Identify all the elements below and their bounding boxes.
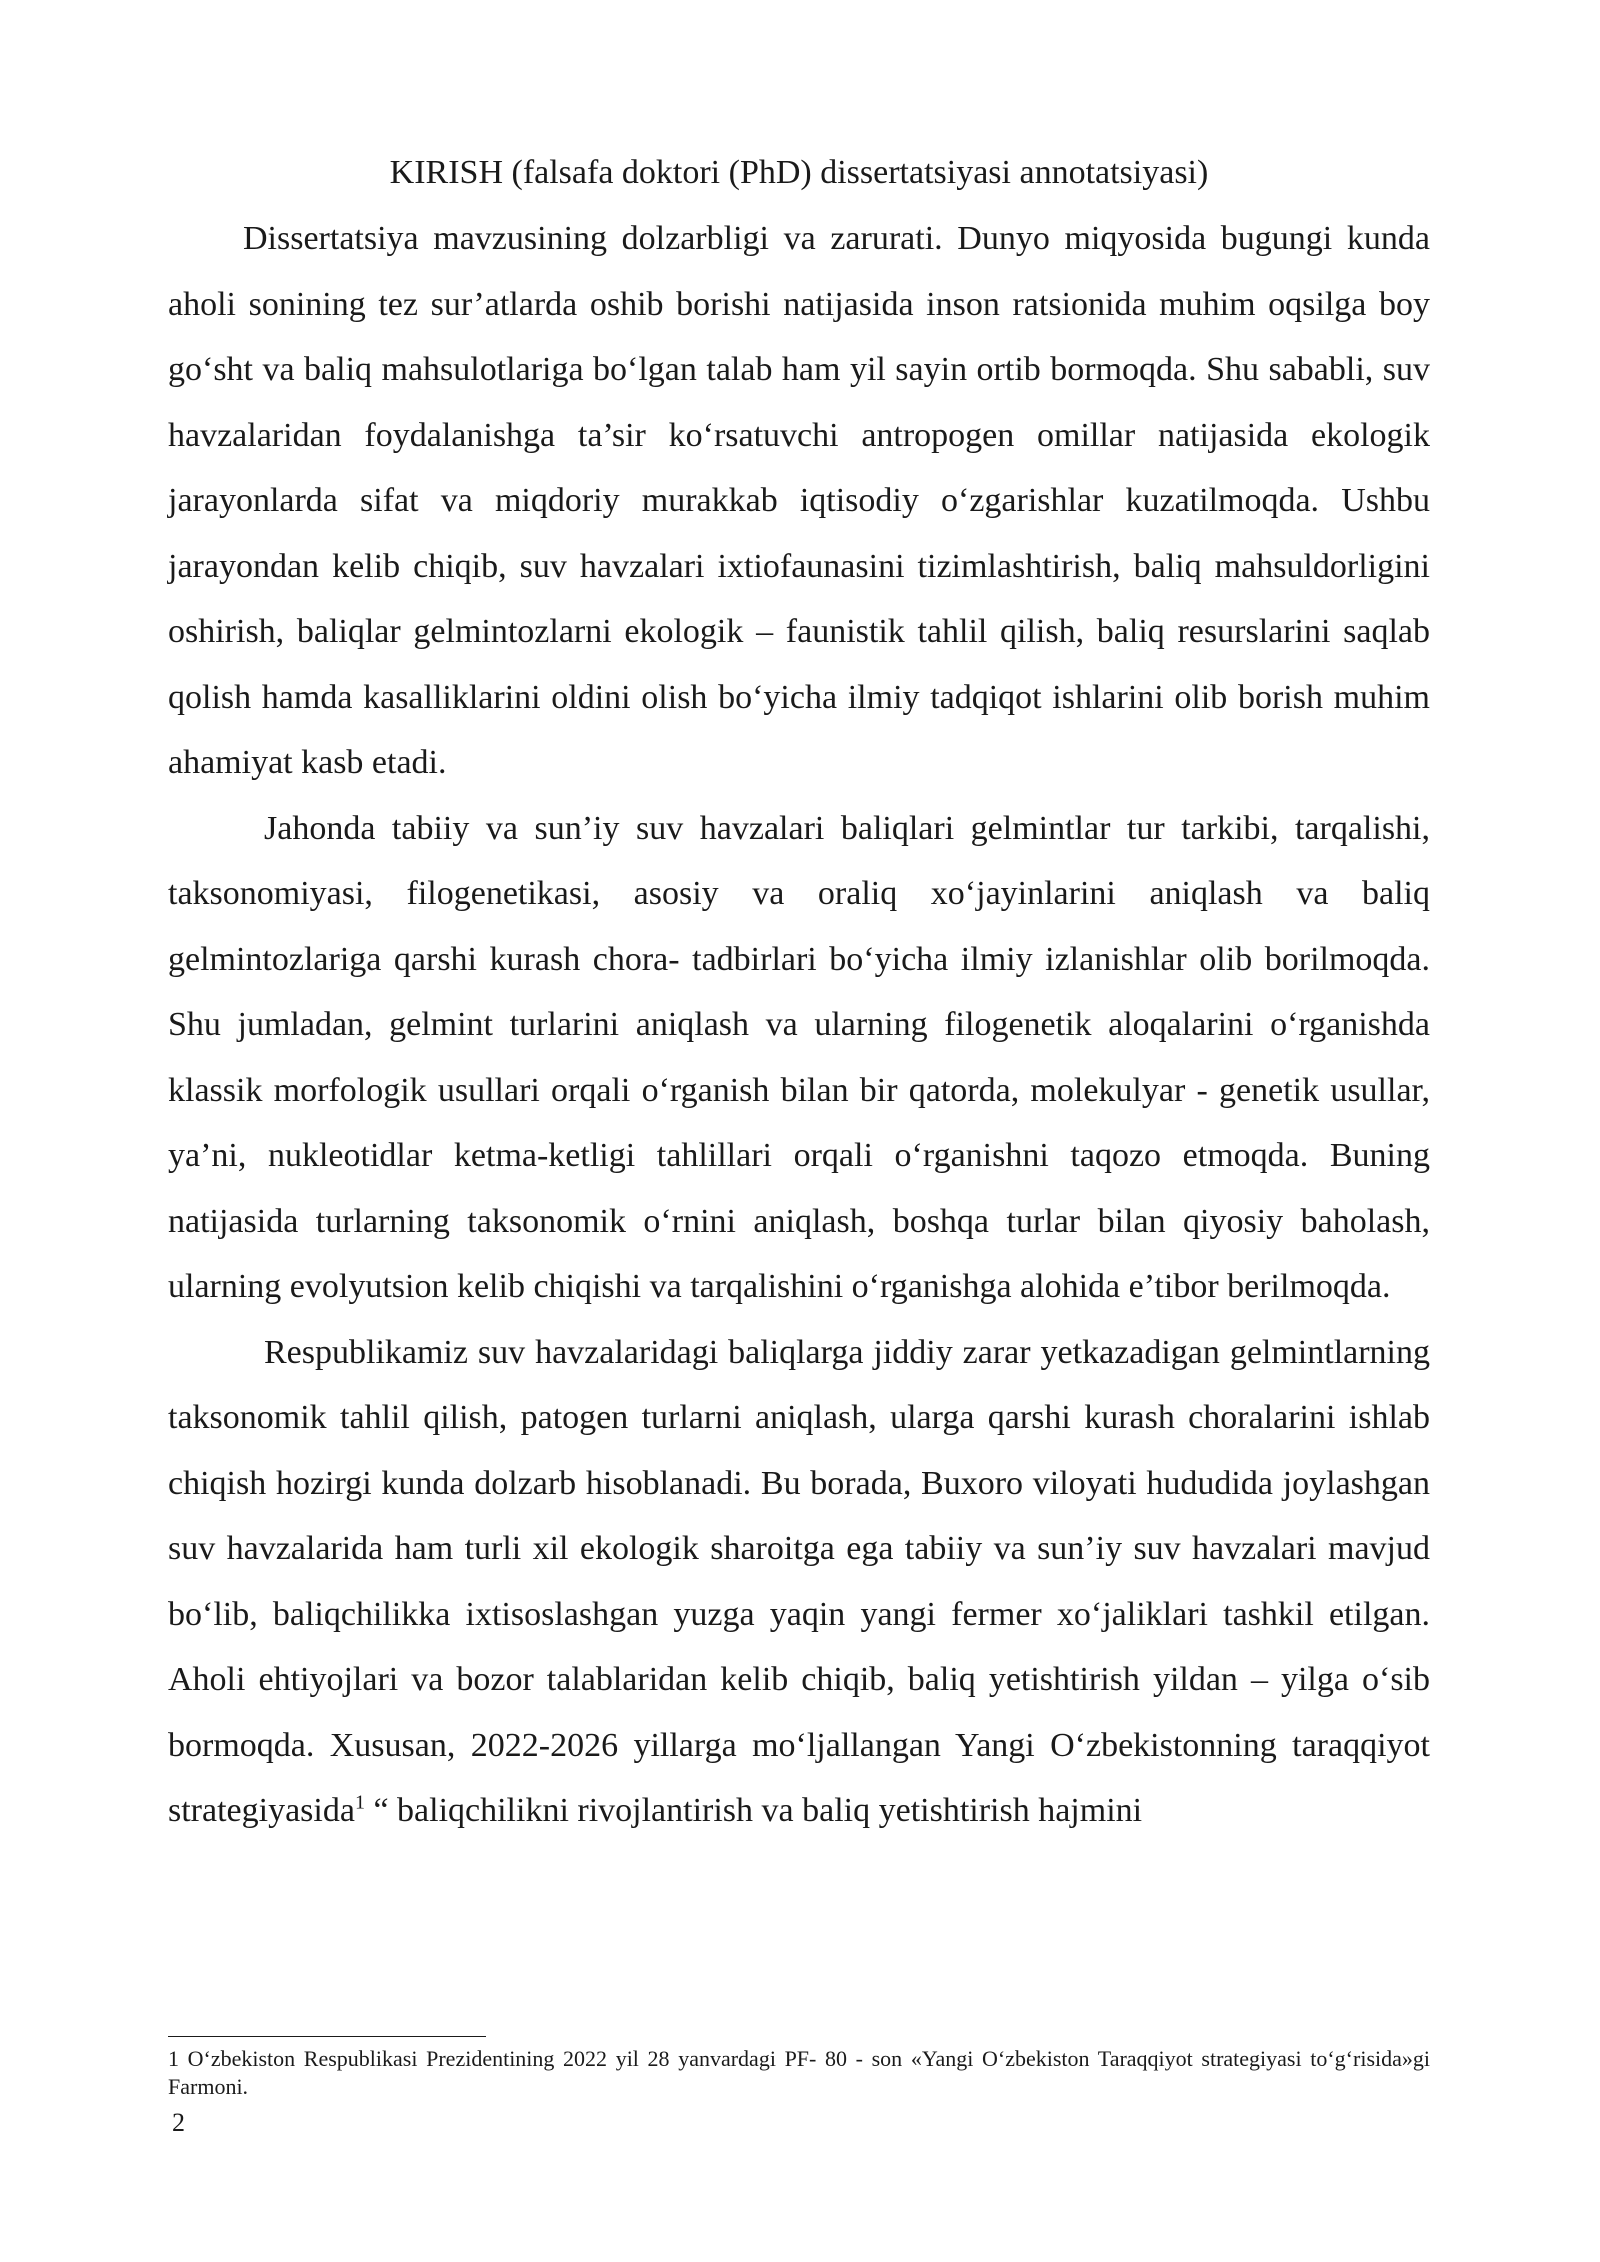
page-number: 2	[172, 2108, 185, 2137]
paragraph-world-research: Jahonda tabiiy va sun’iy suv havzalari baliqlari gelmintlar tur tarkibi, tarqalishi, taksonomiyasi, filogenetikasi, asosiy va oraliq xo‘jayinlarini aniqlash va baliq gelmintozlariga qarshi kurash chora- tadbirlari bo‘yicha ilmiy izlanishlar olib borilmoqda. Shu jumladan, gelmint turlarini aniqlash va ularning filogenetik aloqalarini o‘rganishda klassik morfologik usullari orqali o‘rganish bilan bir qatorda, molekulyar - genetik usullar, ya’ni, nukleotidlar ketma-ketligi tahlillari orqali o‘rganishni taqozo etmoqda. Buning natijasida turlarning taksonomik o‘rnini aniqlash, boshqa turlar bilan qiyosiy baholash, ularning evolyutsion kelib chiqishi va tarqalishini o‘rganishga alohida e’tibor berilmoqda.	[168, 809, 1430, 1305]
document-body	[168, 140, 1430, 1844]
document-title: KIRISH (falsafa doktori (PhD) dissertatsiyasi annotatsiyasi)	[389, 154, 1209, 191]
footnote-reference: 1	[354, 1791, 365, 1814]
paragraph-republic	[168, 1320, 1430, 1844]
footnote: 1 O‘zbekiston Respublikasi Prezidentining 2022 yil 28 yanvardagi PF- 80 - son «Yangi O‘zbekiston Taraqqiyot strategiyasi to‘g‘risida»gi Farmoni.	[168, 2046, 1430, 2099]
paragraph-relevance: Dissertatsiya mavzusining dolzarbligi va zarurati. Dunyo miqyosida bugungi kunda aholi sonining tez sur’atlarda oshib borishi natijasida inson ratsionida muhim oqsilga boy go‘sht va baliq mahsulotlariga bo‘lgan talab ham yil sayin ortib bormoqda. Shu sababli, suv havzalaridan foydalanishga ta’sir ko‘rsatuvchi antropogen omillar natijasida ekologik jarayonlarda sifat va miqdoriy murakkab iqtisodiy o‘zgarishlar kuzatilmoqda. Ushbu jarayondan kelib chiqib, suv havzalari ixtiofaunasini tizimlashtirish, baliq mahsuldorligini oshirish, baliqlar gelmintozlarni ekologik – faunistik tahlil qilish, baliq resurslarini saqlab qolish hamda kasalliklarini oldini olish bo‘yicha ilmiy tadqiqot ishlarini olib borish muhim ahamiyat kasb etadi.	[168, 220, 1430, 781]
paragraph-republic-text: Respublikamiz suv havzalaridagi baliqlarga jiddiy zarar yetkazadigan gelmintlarning taksonomik tahlil qilish, patogen turlarni aniqlash, ularga qarshi kurash choralarini ishlab chiqish hozirgi kunda dolzarb hisoblanadi. Bu borada, Buxoro viloyati hududida joylashgan suv havzalarida ham turli xil ekologik sharoitga ega tabiiy va sun’iy suv havzalari mavjud bo‘lib, baliqchilikka ixtisoslashgan yuzga yaqin yangi fermer xo‘jaliklari tashkil etilgan. Aholi ehtiyojlari va bozor talablaridan kelib chiqib, baliq yetishtirish yildan – yilga o‘sib bormoqda. Xususan, 2022-2026 yillarga mo‘ljallangan Yangi O‘zbekistonning taraqqiyot strategiyasida	[168, 1333, 1430, 1829]
paragraph-republic-continuation: “ baliqchilikni rivojlantirish va baliq yetishtirish hajmini	[364, 1792, 1143, 1829]
footnote-separator	[168, 2036, 486, 2037]
